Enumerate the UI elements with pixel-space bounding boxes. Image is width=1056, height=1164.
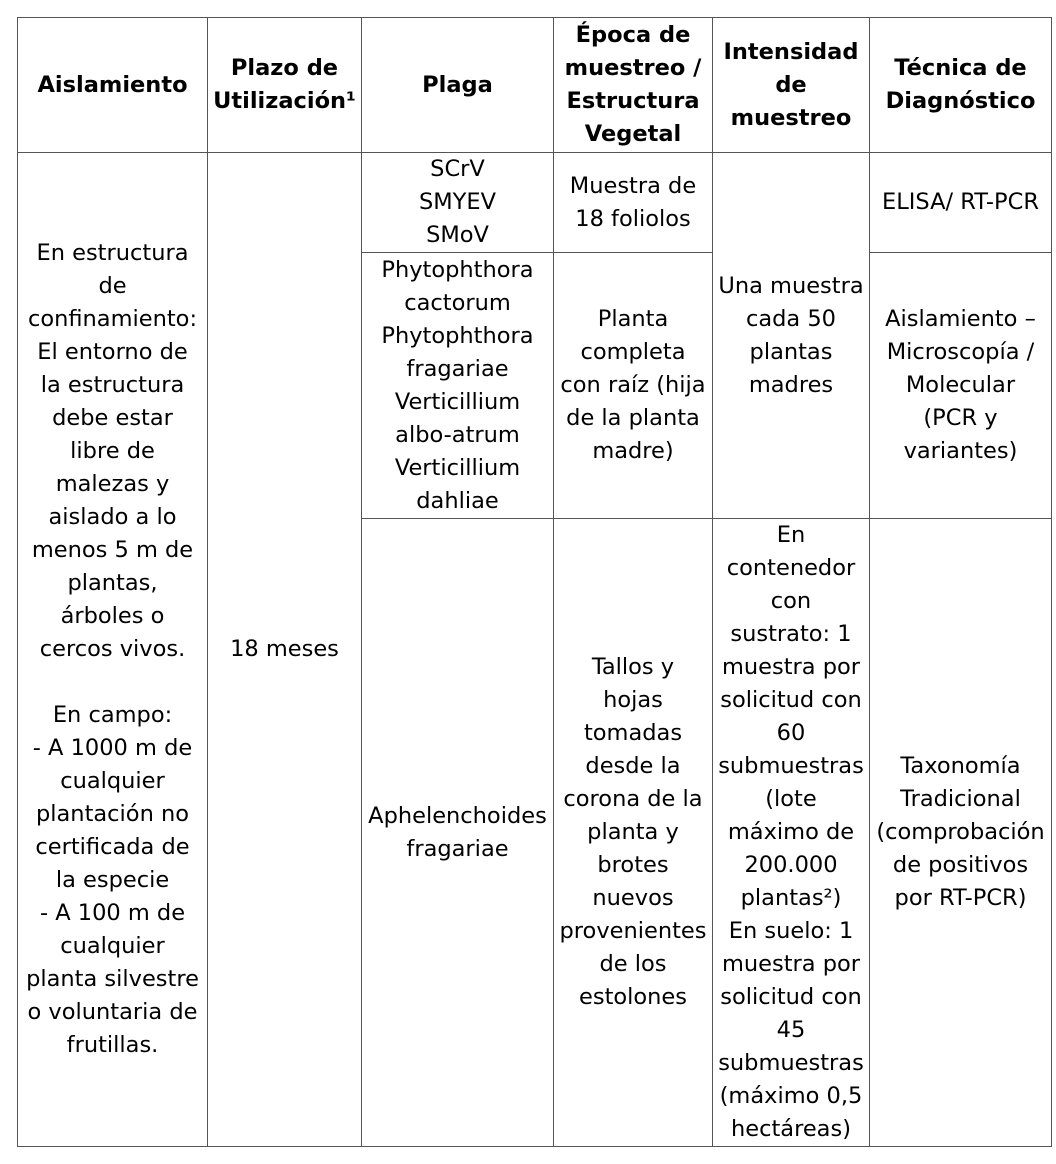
table-row — [18, 153, 1052, 253]
header-epoca: Época de muestreo / Estructura Vegetal — [554, 18, 713, 153]
epoca-cell: Planta completa con raíz (hija de la planta madre) — [554, 253, 713, 519]
sampling-table — [17, 17, 1052, 1147]
header-tecnica: Técnica de Diagnóstico — [870, 18, 1052, 153]
header-intensidad: Intensidad de muestreo — [713, 18, 870, 153]
aislamiento-cell: En estructura de confinamiento: El entorno de la estructura debe estar libre de malezas y aislado a lo menos 5 m de plantas, árboles o cercos vivos. En campo: - A 1000 m de cualquier plantación no certificada de la especie - A 100 m de cualquier planta silvestre o voluntaria de frutillas. — [18, 153, 208, 1147]
header-aislamiento: Aislamiento — [18, 18, 208, 153]
header-plazo: Plazo de Utilización¹ — [208, 18, 362, 153]
tecnica-cell: Aislamiento – Microscopía / Molecular (PCR y variantes) — [870, 253, 1052, 519]
epoca-cell: Muestra de 18 foliolos — [554, 153, 713, 253]
plaga-cell: Aphelenchoides fragariae — [362, 519, 554, 1147]
plaga-cell: SCrV SMYEV SMoV — [362, 153, 554, 253]
header-plaga: Plaga — [362, 18, 554, 153]
epoca-cell: Tallos y hojas tomadas desde la corona de la planta y brotes nuevos provenientes de los estolones — [554, 519, 713, 1147]
tecnica-cell: Taxonomía Tradicional (comprobación de positivos por RT-PCR) — [870, 519, 1052, 1147]
intensidad-cell: En contenedor con sustrato: 1 muestra por solicitud con 60 submuestras (lote máximo de 200.000 plantas²) En suelo: 1 muestra por solicitud con 45 submuestras (máximo 0,5 hectáreas) — [713, 519, 870, 1147]
intensidad-shared-cell: Una muestra cada 50 plantas madres — [713, 153, 870, 519]
plaga-cell: Phytophthora cactorum Phytophthora fragariae Verticillium albo-atrum Verticillium dahliae — [362, 253, 554, 519]
tecnica-cell: ELISA/ RT-PCR — [870, 153, 1052, 253]
plazo-cell: 18 meses — [208, 153, 362, 1147]
